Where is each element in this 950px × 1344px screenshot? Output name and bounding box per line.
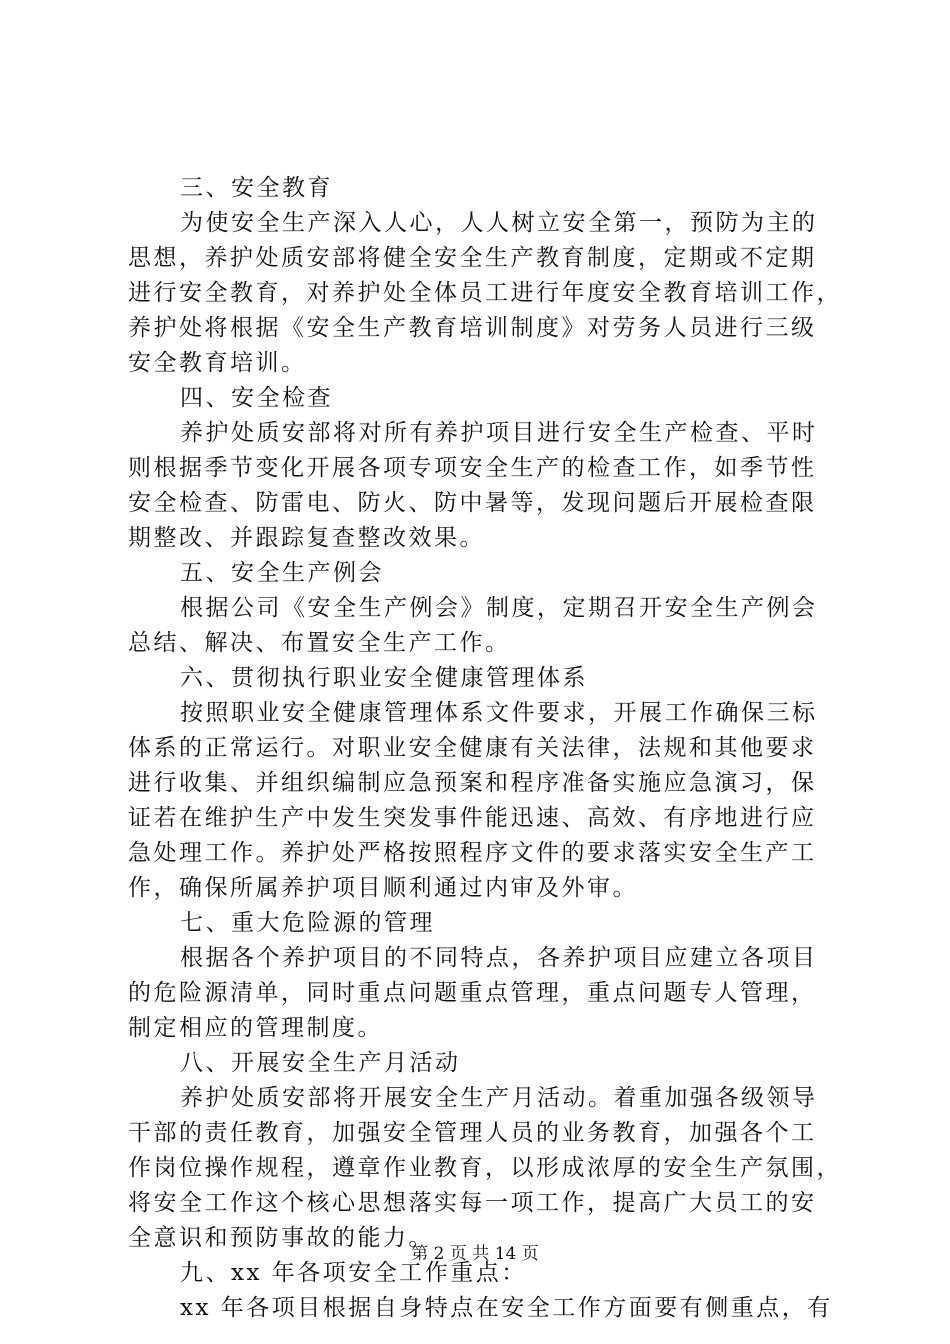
text-line: 三、安全教育 <box>180 175 333 201</box>
text-line: 根据公司《安全生产例会》制度，定期召开安全生产例会 <box>180 595 818 621</box>
text-line: 根据各个养护项目的不同特点，各养护项目应建立各项目 <box>180 945 818 971</box>
document-body <box>128 171 842 1326</box>
text-line: 安全教育培训。 <box>128 350 307 376</box>
text-line: 全意识和预防事故的能力。 <box>128 1225 434 1251</box>
text-line: 进行安全教育，对养护处全体员工进行年度安全教育培训工作， <box>128 280 842 306</box>
text-line: 将安全工作这个核心思想落实每一项工作，提高广大员工的安 <box>128 1190 817 1216</box>
text-line: 养护处质安部将对所有养护项目进行安全生产检查、平时 <box>180 420 818 446</box>
text-line: 五、安全生产例会 <box>180 560 384 586</box>
text-line: 安全检查、防雷电、防火、防中暑等，发现问题后开展检查限 <box>128 490 817 516</box>
text-line: 体系的正常运行。对职业安全健康有关法律，法规和其他要求 <box>128 735 817 761</box>
text-line: 为使安全生产深入人心，人人树立安全第一，预防为主的 <box>180 210 818 236</box>
text-line: 急处理工作。养护处严格按照程序文件的要求落实安全生产工 <box>128 840 817 866</box>
text-line: 九、xx 年各项安全工作重点： <box>180 1260 527 1286</box>
text-line: 干部的责任教育，加强安全管理人员的业务教育，加强各个工 <box>128 1120 817 1146</box>
text-line: xx 年各项目根据自身特点在安全工作方面要有侧重点，有 <box>180 1295 833 1321</box>
text-line: 养护处将根据《安全生产教育培训制度》对劳务人员进行三级 <box>128 315 817 341</box>
text-line: 按照职业安全健康管理体系文件要求，开展工作确保三标 <box>180 700 818 726</box>
text-line: 四、安全检查 <box>180 385 333 411</box>
text-line: 进行收集、并组织编制应急预案和程序准备实施应急演习，保 <box>128 770 817 796</box>
text-line: 养护处质安部将开展安全生产月活动。着重加强各级领导 <box>180 1085 818 1111</box>
page-footer <box>0 1243 950 1265</box>
text-line: 总结、解决、布置安全生产工作。 <box>128 630 511 656</box>
text-line: 八、开展安全生产月活动 <box>180 1050 461 1076</box>
text-line: 思想，养护处质安部将健全安全生产教育制度，定期或不定期 <box>128 245 817 271</box>
text-line: 期整改、并跟踪复查整改效果。 <box>128 525 485 551</box>
text-line: 则根据季节变化开展各项专项安全生产的检查工作，如季节性 <box>128 455 817 481</box>
text-line: 七、重大危险源的管理 <box>180 910 435 936</box>
text-line: 制定相应的管理制度。 <box>128 1015 383 1041</box>
page-number: 第 2 页 共 14 页 <box>411 1244 539 1264</box>
text-line: 六、贯彻执行职业安全健康管理体系 <box>180 665 588 691</box>
text-line: 证若在维护生产中发生突发事件能迅速、高效、有序地进行应 <box>128 805 817 831</box>
text-line: 作岗位操作规程，遵章作业教育，以形成浓厚的安全生产氛围， <box>128 1155 842 1181</box>
text-line: 的危险源清单，同时重点问题重点管理，重点问题专人管理， <box>128 980 817 1006</box>
text-line: 作，确保所属养护项目顺利通过内审及外审。 <box>128 875 638 901</box>
